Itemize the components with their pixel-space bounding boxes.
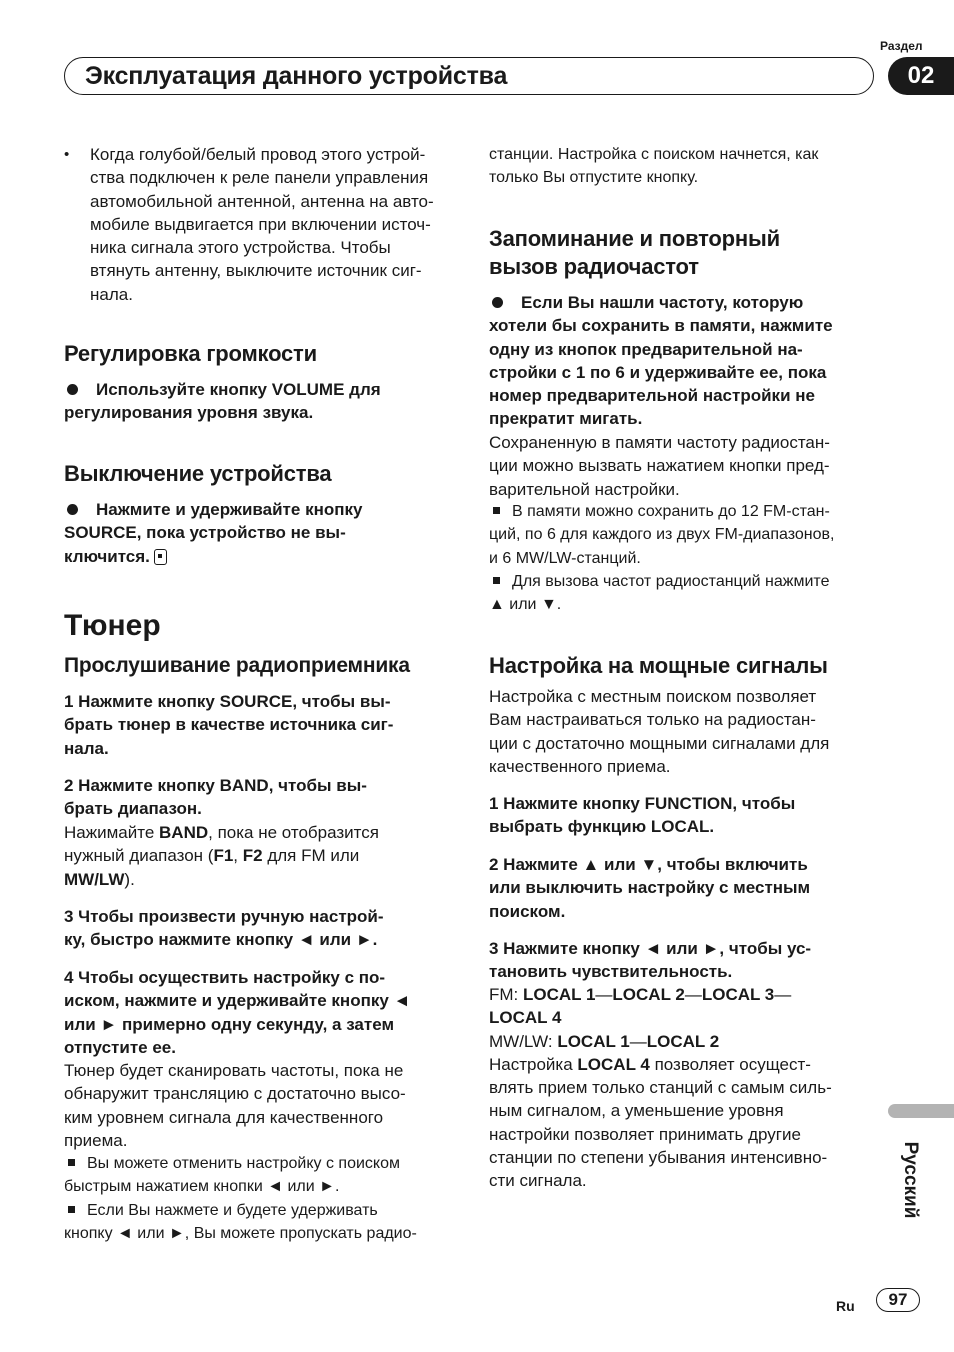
step-4-body: Тюнер будет сканировать частоты, пока не обнаружит трансляцию с достаточно высо- ким уровнем сигнала для качественного приема.	[64, 1061, 406, 1150]
continued-text: станции. Настройка с поиском начнется, как только Вы отпустите кнопку.	[489, 146, 819, 187]
step-2-body: Нажимайте BAND, пока не отобразится нужный диапазон (F1, F2 для FM или MW/LW).	[64, 823, 379, 889]
local-step-2: 2 Нажмите ▲ или ▼, чтобы включить или выключить настройку с местным поиском.	[489, 855, 811, 921]
section-number-badge: 02	[888, 57, 954, 95]
memory-body: Сохраненную в памяти частоту радиостан- ции можно вызвать нажатием кнопки пред- варительной настройки.	[489, 433, 830, 499]
page-number: 97	[876, 1288, 920, 1312]
bullet-marker: •	[64, 146, 70, 163]
step-4: 4 Чтобы осуществить настройку с по- иском, нажмите и удерживайте кнопку ◄ или ► примерно одну секунду, а затем отпустите ее.	[64, 968, 411, 1057]
memory-instruction: Если Вы нашли частоту, которую хотели бы сохранить в памяти, нажмите одну из кнопок предварительной на- стройки с 1 по 6 и удерживайте ее, пока номер предварительной настройки не прекратит мигать.	[489, 293, 833, 429]
listening-heading: Прослушивание радиоприемника	[64, 654, 410, 677]
language-label: Русский	[900, 1141, 921, 1219]
tuner-heading: Тюнер	[64, 609, 161, 642]
note-marker	[68, 1159, 75, 1166]
strong-signal-heading: Настройка на мощные сигналы	[489, 653, 828, 678]
header-bar	[64, 57, 874, 95]
local-levels: FM: LOCAL 1—LOCAL 2—LOCAL 3— LOCAL 4 MW/LW: LOCAL 1—LOCAL 2 Настройка LOCAL 4 позволяет осущест- влять прием только станций с самым силь- ным сигналом, а уменьшение уровня настройки позволяет принимать другие станции по степени убывания интенсивно- сти сигнала.	[489, 985, 832, 1191]
local-step-1: 1 Нажмите кнопку FUNCTION, чтобы выбрать функцию LOCAL.	[489, 794, 796, 837]
power-off-heading: Выключение устройства	[64, 461, 332, 486]
step-3: 3 Чтобы произвести ручную настрой- ку, быстро нажмите кнопку ◄ или ►.	[64, 907, 384, 950]
note-skip-stations: Если Вы нажмете и будете удерживать кнопку ◄ или ►, Вы можете пропускать радио-	[64, 1202, 417, 1243]
note-marker	[493, 577, 500, 584]
bullet-marker	[492, 297, 503, 308]
note-cancel-seek: Вы можете отменить настройку с поиском быстрым нажатием кнопки ◄ или ►.	[64, 1155, 400, 1196]
note-memory-capacity: В памяти можно сохранить до 12 FM-стан- ций, по 6 для каждого из двух FM-диапазонов, и 6 MW/LW-станций.	[489, 503, 835, 567]
intro-bullet: • Когда голубой/белый провод этого устрой- ства подключен к реле панели управления автомобильной антенной, антенна на авто- мобиле выдвигается при включении источ- ника сигнала этого устройства. Чтобы втянуть антенну, выключите источник сиг- нала.	[64, 143, 454, 306]
volume-heading: Регулировка громкости	[64, 341, 317, 366]
end-mark-icon	[154, 549, 167, 565]
language-code: Ru	[836, 1298, 855, 1314]
local-step-3: 3 Нажмите кнопку ◄ или ►, чтобы ус- тановить чувствительность.	[489, 939, 812, 982]
strong-signal-intro: Настройка с местным поиском позволяет Вам настраиваться только на радиостан- ции с достаточно мощными сигналами для качественного приема.	[489, 687, 830, 776]
note-recall: Для вызова частот радиостанций нажмите ▲ или ▼.	[489, 573, 830, 614]
step-2: 2 Нажмите кнопку BAND, чтобы вы- брать диапазон.	[64, 776, 367, 819]
power-off-instruction: Нажмите и удерживайте кнопку SOURCE, пока устройство не вы- ключится.	[64, 500, 363, 566]
memory-heading: Запоминание и повторный вызов радиочастот	[489, 226, 780, 279]
volume-instruction: Используйте кнопку VOLUME для регулирования уровня звука.	[64, 380, 381, 423]
page-title: Эксплуатация данного устройства	[85, 62, 508, 90]
language-tab-bar	[888, 1104, 954, 1118]
note-marker	[493, 507, 500, 514]
note-marker	[68, 1206, 75, 1213]
step-1: 1 Нажмите кнопку SOURCE, чтобы вы- брать тюнер в качестве источника сиг- нала.	[64, 692, 394, 758]
section-label: Раздел	[880, 39, 923, 53]
bullet-marker	[67, 504, 78, 515]
bullet-marker	[67, 384, 78, 395]
